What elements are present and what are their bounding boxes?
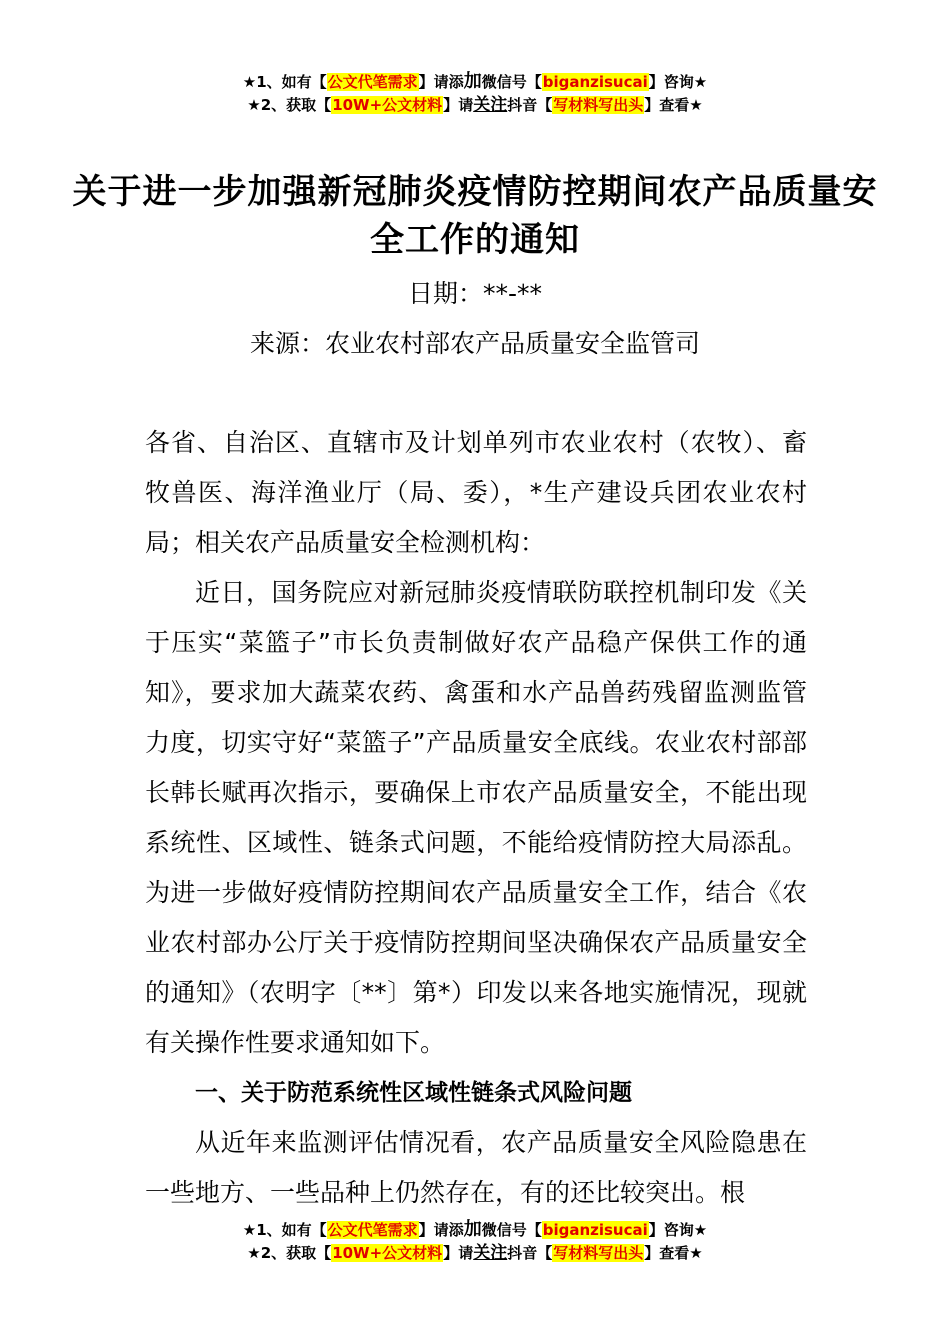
salutation: 各省、自治区、直辖市及计划单列市农业农村（农牧）、畜牧兽医、海洋渔业厅（局、委），*生产建设兵团农业农村局；相关农产品质量安全检测机构： [145, 428, 807, 557]
promo-text: ★2、获取【 [247, 96, 332, 114]
promo-banner-top [0, 70, 950, 117]
promo-text: 】查看★ [644, 1244, 703, 1262]
promo-banner-bottom [0, 1218, 950, 1265]
promo-text: 】请 [443, 96, 474, 114]
promo-line-1 [0, 70, 950, 94]
paragraph: 从近年来监测评估情况看，农产品质量安全风险隐患在一些地方、一些品种上仍然存在，有的还比较突出。根 [145, 1128, 807, 1207]
promo-highlight: 写材料写出头 [553, 96, 644, 114]
document-body [145, 418, 807, 1218]
promo-text: 】咨询★ [648, 73, 708, 91]
promo-text: ★1、如有【 [242, 73, 327, 91]
promo-highlight: 公文代笔需求 [327, 73, 418, 91]
promo-highlight: 写材料写出头 [553, 1244, 644, 1262]
promo-highlight: 10W+公文材料 [332, 96, 443, 114]
promo-text: 】请添 [418, 73, 464, 91]
promo-emphasis: 加 [463, 71, 482, 92]
promo-highlight: 10W+公文材料 [332, 1244, 443, 1262]
paragraph: 近日，国务院应对新冠肺炎疫情联防联控机制印发《关于压实“菜篮子”市长负责制做好农产品稳产保供工作的通知》，要求加大蔬菜农药、禽蛋和水产品兽药残留监测监管力度，切实守好“菜篮子”产品质量安全底线。农业农村部部长韩长赋再次指示，要确保上市农产品质量安全，不能出现系统性、区域性、链条式问题，不能给疫情防控大局添乱。为进一步做好疫情防控期间农产品质量安全工作，结合《农业农村部办公厅关于疫情防控期间坚决确保农产品质量安全的通知》（农明字〔**〕第*）印发以来各地实施情况，现就有关操作性要求通知如下。 [145, 578, 807, 1057]
promo-line-1 [0, 1218, 950, 1242]
promo-text: 】请添 [418, 1221, 464, 1239]
promo-text: 】查看★ [644, 96, 703, 114]
promo-text: 】请 [443, 1244, 474, 1262]
promo-emphasis: 关注 [473, 95, 508, 115]
promo-text: 抖音【 [507, 1244, 553, 1262]
section-heading: 一、关于防范系统性区域性链条式风险问题 [195, 1080, 632, 1106]
promo-text: 微信号【 [481, 1221, 542, 1239]
document-source: 来源：农业农村部农产品质量安全监管司 [249, 329, 700, 358]
promo-line-2 [0, 94, 950, 117]
promo-text: 微信号【 [481, 73, 542, 91]
promo-text: 】咨询★ [648, 1221, 708, 1239]
promo-highlight: biganzisucai [542, 73, 648, 91]
promo-highlight: biganzisucai [542, 1221, 648, 1239]
promo-text: 抖音【 [507, 96, 553, 114]
promo-text: ★1、如有【 [242, 1221, 327, 1239]
document-title: 关于进一步加强新冠肺炎疫情防控期间农产品质量安全工作的通知 [72, 172, 878, 260]
promo-emphasis: 关注 [473, 1243, 508, 1263]
promo-text: ★2、获取【 [247, 1244, 332, 1262]
promo-emphasis: 加 [463, 1219, 482, 1240]
promo-line-2 [0, 1242, 950, 1265]
promo-highlight: 公文代笔需求 [327, 1221, 418, 1239]
document-date: 日期：**-** [407, 279, 543, 308]
